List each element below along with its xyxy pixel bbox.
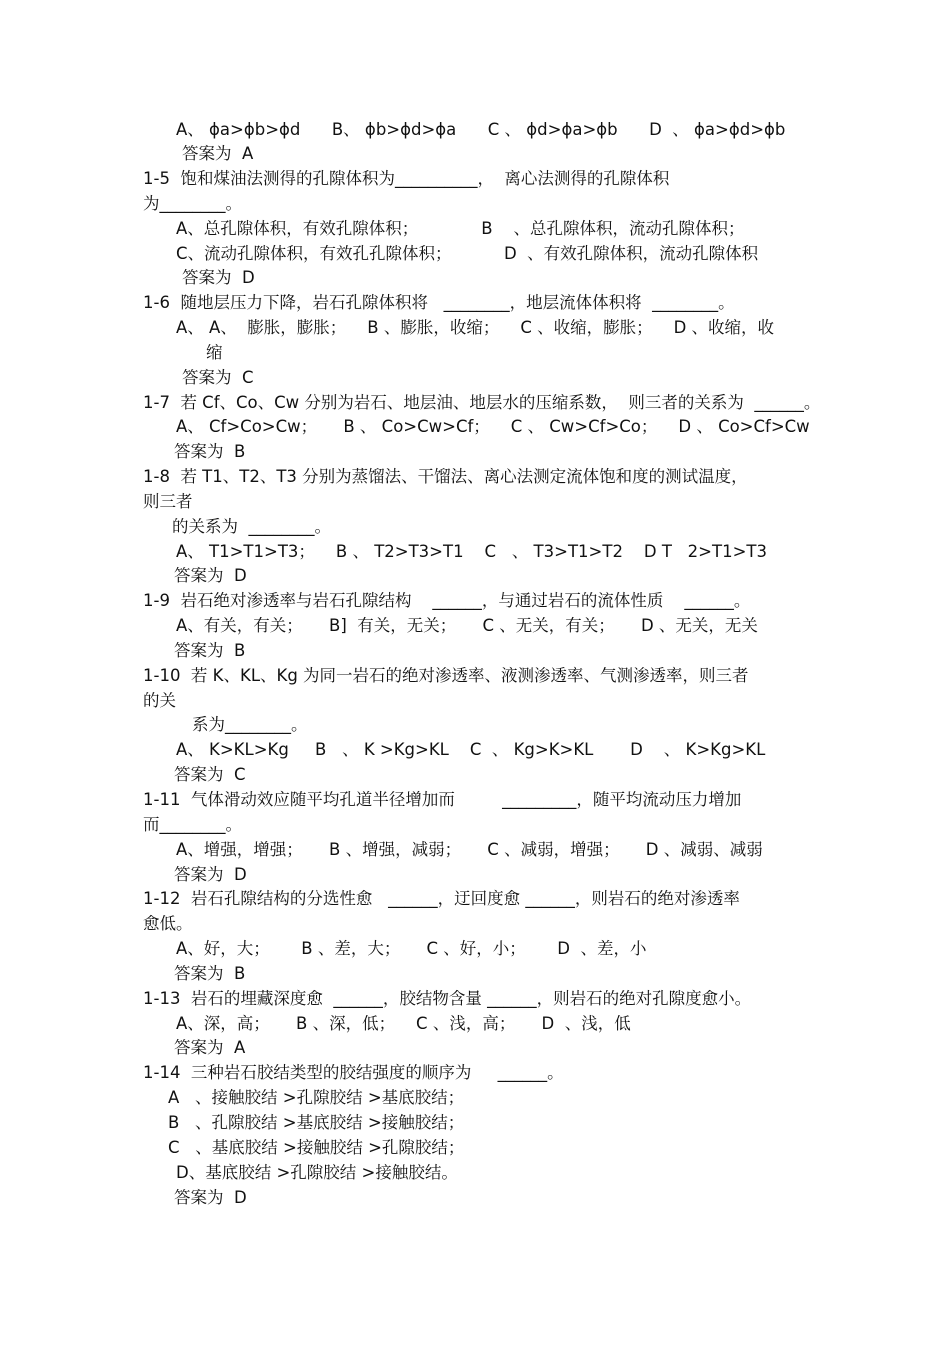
question-1-9: 1-9 岩石绝对渗透率与岩石孔隙结构 ______，与通过岩石的流体性质 ______。 — [143, 591, 751, 610]
question-1-14-option-b: B 、孔隙胶结 >基底胶结 >接触胶结； — [168, 1113, 465, 1132]
question-1-13-options: A、深，高； B 、深，低； C 、浅，高； D 、浅，低 — [176, 1014, 631, 1033]
question-1-11-cont: 而________。 — [143, 815, 242, 834]
question-1-5-options-ab: A、总孔隙体积，有效孔隙体积； B 、总孔隙体积，流动孔隙体积； — [176, 219, 745, 238]
question-1-12-cont: 愈低。 — [143, 914, 193, 933]
question-1-9-options: A、有关，有关； B] 有关，无关； C 、无关，有关； D 、无关，无关 — [176, 616, 758, 635]
question-1-8-cont: 则三者 — [143, 492, 193, 511]
answer-1-11: 答案为 D — [174, 865, 247, 884]
question-1-7: 1-7 若 Cf、Co、Cw 分别为岩石、地层油、地层水的压缩系数， 则三者的关系为 ______。 — [143, 393, 821, 412]
question-1-8-cont2: 的关系为 ________。 — [172, 517, 331, 536]
question-1-14-option-d: D、基底胶结 >孔隙胶结 >接触胶结。 — [176, 1163, 458, 1182]
question-1-6-options: A、 A、 膨胀，膨胀； B 、膨胀，收缩； C 、收缩，膨胀； D 、收缩，收 — [176, 318, 775, 337]
answer-1-7: 答案为 B — [174, 442, 246, 461]
question-1-8: 1-8 若 T1、T2、T3 分别为蒸馏法、干馏法、离心法测定流体饱和度的测试温度， — [143, 467, 748, 486]
question-1-10: 1-10 若 K、KL、Kg 为同一岩石的绝对渗透率、液测渗透率、气测渗透率，则三者 — [143, 666, 749, 685]
question-1-5: 1-5 饱和煤油法测得的孔隙体积为__________， 离心法测得的孔隙体积 — [143, 169, 670, 188]
question-1-10-options: A、 K>KL>Kg B 、 K >Kg>KL C 、 Kg>K>KL D 、 K>Kg>KL — [176, 740, 766, 759]
answer-1-12: 答案为 B — [174, 964, 246, 983]
question-1-4-options: A、 ϕa>ϕb>ϕd B、 ϕb>ϕd>ϕa C 、 ϕd>ϕa>ϕb D 、 ϕa>ϕd>ϕb — [176, 120, 786, 139]
question-1-12-options: A、好，大； B 、差，大； C 、好，小； D 、差，小 — [176, 939, 647, 958]
question-1-13: 1-13 岩石的埋藏深度愈 ______，胶结物含量 ______，则岩石的绝对孔隙度愈小。 — [143, 989, 752, 1008]
question-1-6: 1-6 随地层压力下降，岩石孔隙体积将 ________，地层流体体积将 ________。 — [143, 293, 735, 312]
question-1-6-options-cont: 缩 — [206, 343, 223, 362]
answer-1-9: 答案为 B — [174, 641, 246, 660]
question-1-8-options: A、 T1>T1>T3； B 、 T2>T3>T1 C 、 T3>T1>T2 D T 2>T1>T3 — [176, 542, 767, 561]
question-1-7-options: A、 Cf>Co>Cw； B 、 Co>Cw>Cf； C 、 Cw>Cf>Co； D 、 Co>Cf>Cw — [176, 417, 810, 436]
answer-1-8: 答案为 D — [174, 566, 247, 585]
answer-1-14: 答案为 D — [174, 1188, 247, 1207]
question-1-14-option-c: C 、基底胶结 >接触胶结 >孔隙胶结； — [168, 1138, 465, 1157]
answer-1-5: 答案为 D — [182, 268, 255, 287]
question-1-5-options-cd: C、流动孔隙体积，有效孔孔隙体积； D 、有效孔隙体积，流动孔隙体积 — [176, 244, 759, 263]
question-1-10-cont2: 系为________。 — [192, 715, 308, 734]
question-1-11-options: A、增强，增强； B 、增强，减弱； C 、减弱，增强； D 、减弱、减弱 — [176, 840, 763, 859]
question-1-5-cont: 为________。 — [143, 194, 242, 213]
question-1-14: 1-14 三种岩石胶结类型的胶结强度的顺序为 ______。 — [143, 1063, 564, 1082]
question-1-14-option-a: A 、接触胶结 >孔隙胶结 >基底胶结； — [168, 1088, 465, 1107]
question-1-10-cont: 的关 — [143, 691, 176, 710]
question-1-12: 1-12 岩石孔隙结构的分选性愈 ______，迂回度愈 ______，则岩石的绝对渗透率 — [143, 889, 740, 908]
question-1-11: 1-11 气体滑动效应随平均孔道半径增加而 _________，随平均流动压力增加 — [143, 790, 742, 809]
answer-1-4: 答案为 A — [182, 144, 254, 163]
answer-1-13: 答案为 A — [174, 1038, 246, 1057]
answer-1-10: 答案为 C — [174, 765, 246, 784]
answer-1-6: 答案为 C — [182, 368, 254, 387]
